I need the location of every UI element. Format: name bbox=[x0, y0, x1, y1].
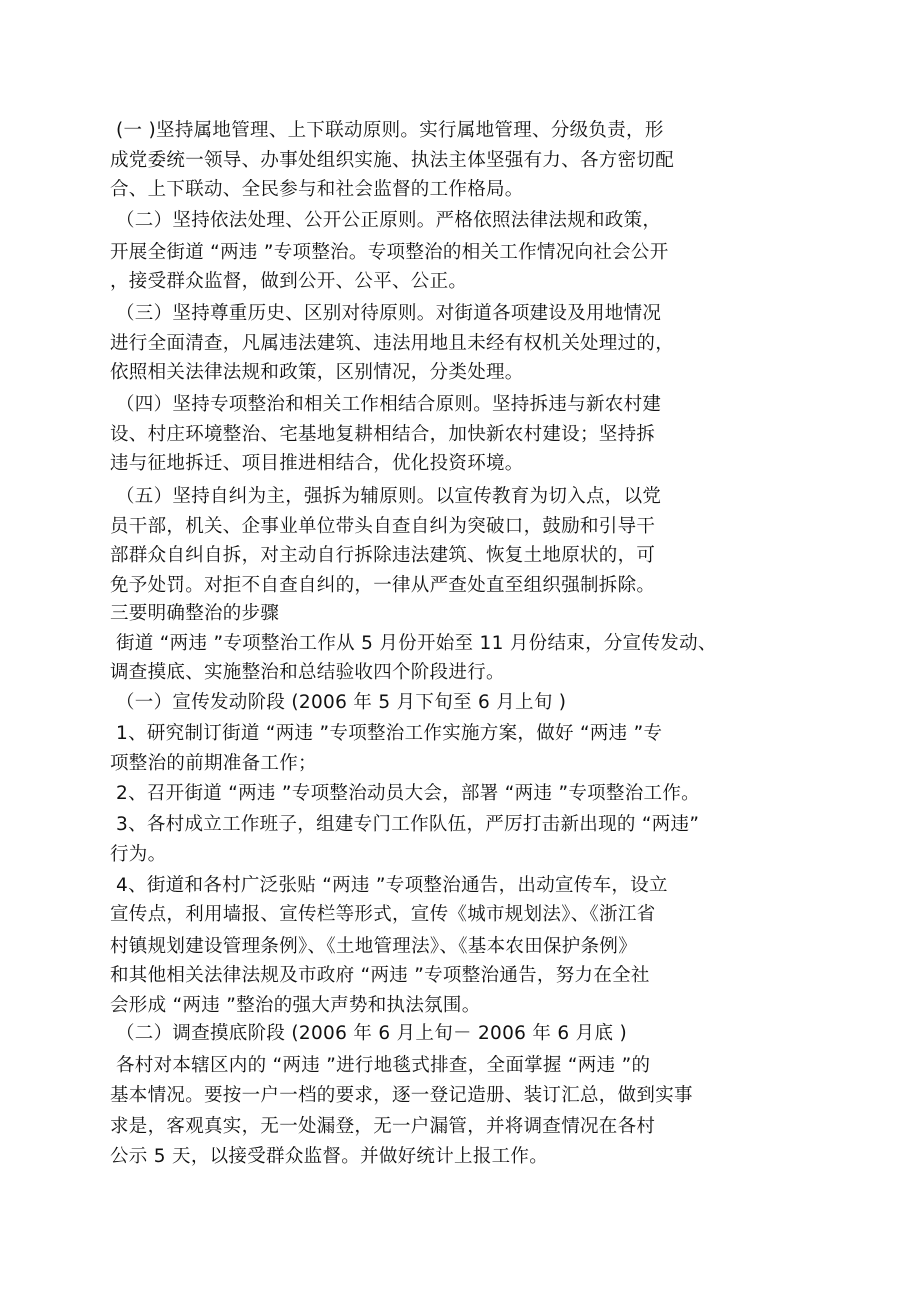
text-line: 和其他相关法律法规及市政府 “两违 ”专项整治通告，努力在全社 bbox=[110, 965, 650, 986]
text-line: 依照相关法律法规和政策，区别情况，分类处理。 bbox=[110, 362, 524, 383]
text-line: 员干部，机关、企事业单位带头自查自纠为突破口，鼓励和引导干 bbox=[110, 516, 656, 537]
text-line: 会形成 “两违 ”整治的强大声势和执法氛围。 bbox=[110, 995, 481, 1016]
text-line: 求是，客观真实，无一处漏登，无一户漏管，并将调查情况在各村 bbox=[110, 1116, 656, 1137]
text-line: 开展全街道 “两违 ”专项整治。专项整治的相关工作情况向社会公开 bbox=[110, 242, 669, 263]
text-line: 合、上下联动、全民参与和社会监督的工作格局。 bbox=[110, 179, 524, 200]
text-line: 4、街道和各村广泛张贴 “两违 ”专项整治通告，出动宣传车，设立 bbox=[116, 875, 668, 896]
text-line: 免予处罚。对拒不自查自纠的，一律从严查处直至组织强制拆除。 bbox=[110, 575, 656, 596]
text-line: 宣传点，利用墙报、宣传栏等形式，宣传《城市规划法》、《浙江省 bbox=[110, 904, 656, 925]
text-line: 成党委统一领导、办事处组织实施、执法主体坚强有力、各方密切配 bbox=[110, 150, 675, 171]
text-line: 2、召开街道 “两违 ”专项整治动员大会，部署 “两违 ”专项整治工作。 bbox=[116, 783, 700, 804]
text-line: 基本情况。要按一户一档的要求，逐一登记造册、装订汇总，做到实事 bbox=[110, 1085, 693, 1106]
text-line: 项整治的前期准备工作； bbox=[110, 753, 317, 774]
text-line: 行为。 bbox=[110, 844, 167, 865]
text-line: （四）坚持专项整治和相关工作相结合原则。坚持拆违与新农村建 bbox=[116, 394, 662, 415]
text-line: 3、各村成立工作班子，组建专门工作队伍，严厉打击新出现的 “两违” bbox=[116, 814, 700, 835]
text-line: 部群众自纠自拆，对主动自行拆除违法建筑、恢复土地原状的，可 bbox=[110, 545, 656, 566]
text-line: 各村对本辖区内的 “两违 ”进行地毯式排查，全面掌握 “两违 ”的 bbox=[116, 1055, 651, 1076]
subsection-heading: （一）宣传发动阶段 (2006 年 5 月下旬至 6 月上旬 ) bbox=[116, 692, 567, 713]
section-heading: 三要明确整治的步骤 bbox=[110, 603, 280, 624]
text-line: （三）坚持尊重历史、区别对待原则。对街道各项建设及用地情况 bbox=[116, 303, 662, 324]
text-line: 进行全面清查，凡属违法建筑、违法用地且未经有权机关处理过的， bbox=[110, 333, 675, 354]
text-line: 公示 5 天，以接受群众监督。并做好统计上报工作。 bbox=[110, 1146, 549, 1167]
text-line: 违与征地拆迁、项目推进相结合，优化投资环境。 bbox=[110, 453, 524, 474]
text-line: ，接受群众监督，做到公开、公平、公正。 bbox=[110, 271, 468, 292]
text-line: 调查摸底、实施整治和总结验收四个阶段进行。 bbox=[110, 662, 505, 683]
subsection-heading: （二）调查摸底阶段 (2006 年 6 月上旬－ 2006 年 6 月底 ) bbox=[116, 1023, 627, 1044]
text-line: (一 )坚持属地管理、上下联动原则。实行属地管理、分级负责，形 bbox=[116, 120, 664, 141]
text-line: （二）坚持依法处理、公开公正原则。严格依照法律法规和政策， bbox=[116, 210, 662, 231]
text-line: 1、研究制订街道 “两违 ”专项整治工作实施方案，做好 “两违 ”专 bbox=[116, 723, 663, 744]
text-line: 设、村庄环境整治、宅基地复耕相结合，加快新农村建设；坚持拆 bbox=[110, 424, 656, 445]
text-line: （五）坚持自纠为主，强拆为辅原则。以宣传教育为切入点，以党 bbox=[116, 486, 662, 507]
text-line: 街道 “两违 ”专项整治工作从 5 月份开始至 11 月份结束，分宣传发动、 bbox=[116, 633, 717, 654]
text-line: 村镇规划建设管理条例》、《土地管理法》、《基本农田保护条例》 bbox=[110, 936, 638, 957]
